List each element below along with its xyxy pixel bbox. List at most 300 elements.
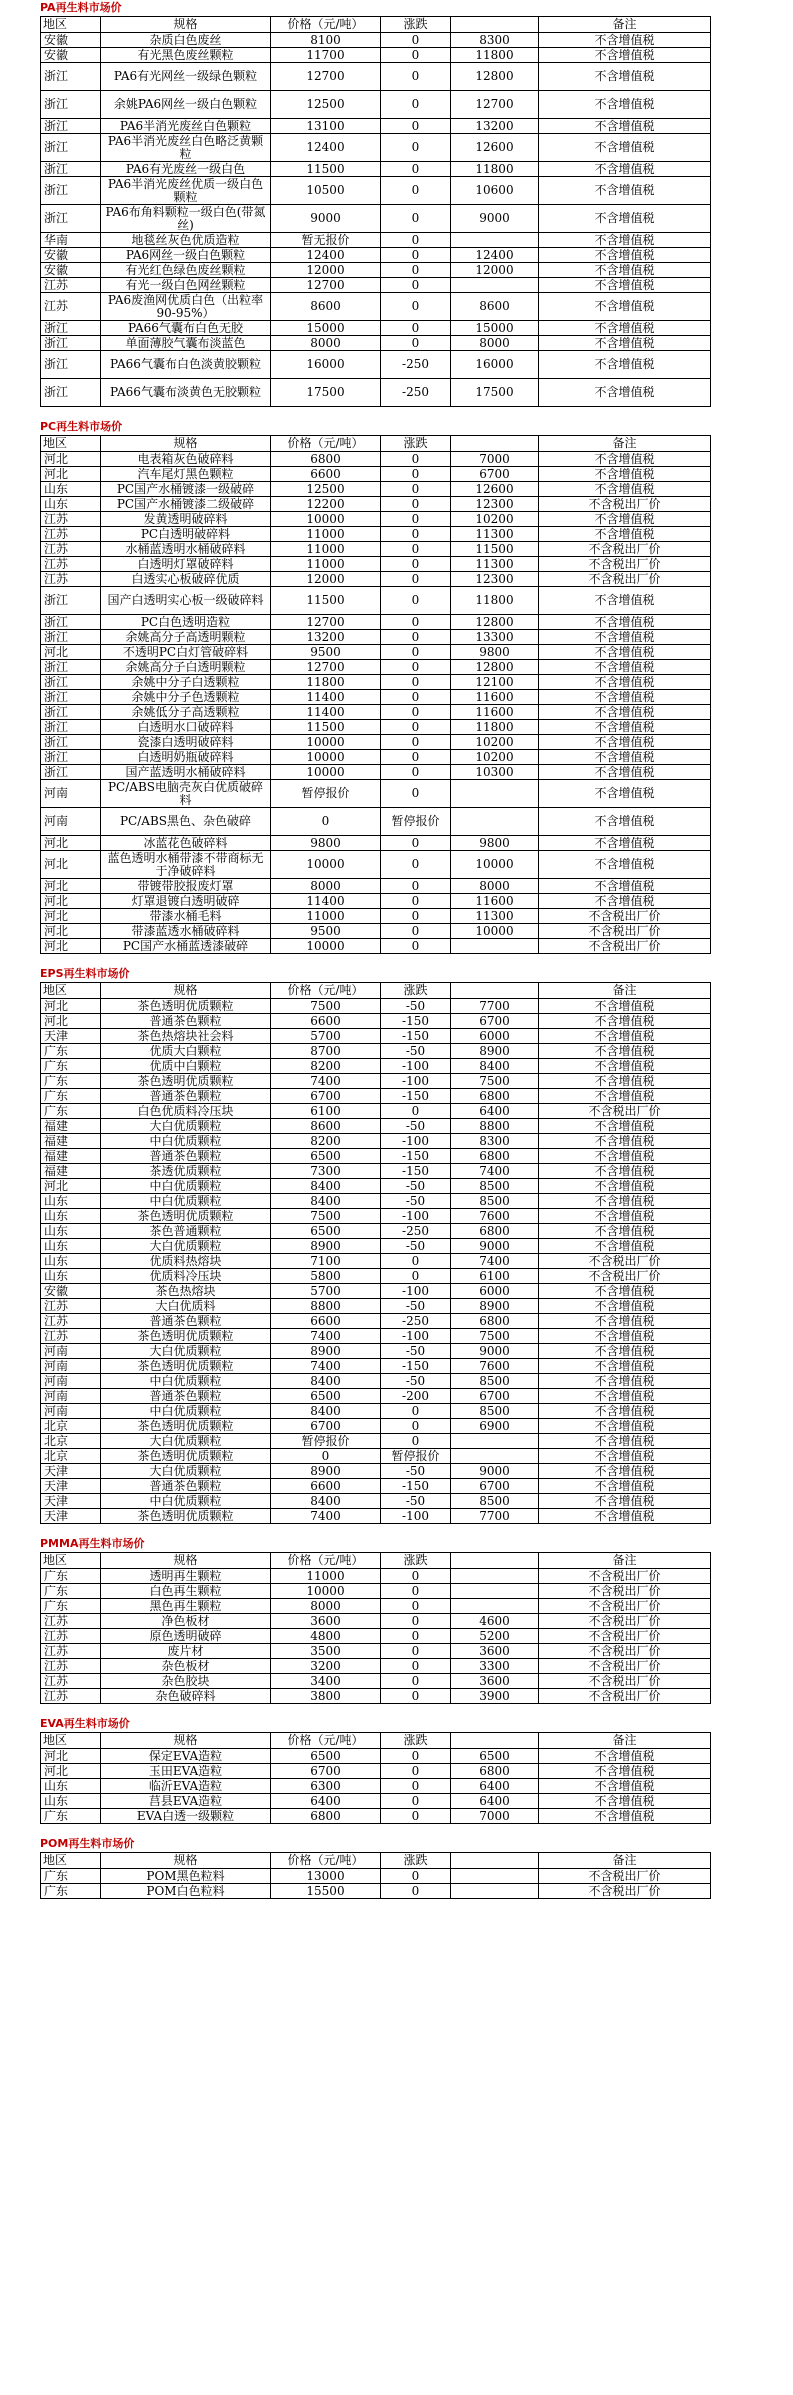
price-cell: 7400 (271, 1359, 381, 1374)
price-high-cell: 3300 (451, 1659, 539, 1674)
price-high-cell: 6800 (451, 1149, 539, 1164)
price-high-cell: 6100 (451, 1269, 539, 1284)
price-cell: 8000 (271, 1599, 381, 1614)
section-gap (40, 1524, 710, 1536)
note-cell: 不含增值税 (539, 720, 711, 735)
price-cell: 13200 (271, 630, 381, 645)
table-row (41, 999, 711, 1014)
spec-cell: 白透实心板破碎优质 (101, 572, 271, 587)
spec-cell: 净色板材 (101, 1614, 271, 1629)
region-cell: 江苏 (41, 1329, 101, 1344)
spec-cell: PA6半消光废丝白色颗粒 (101, 119, 271, 134)
price-cell: 8100 (271, 33, 381, 48)
table-row (41, 1749, 711, 1764)
note-cell: 不含增值税 (539, 1209, 711, 1224)
price-high-cell: 8500 (451, 1404, 539, 1419)
region-cell: 天津 (41, 1494, 101, 1509)
change-cell: -50 (381, 1179, 451, 1194)
region-cell: 浙江 (41, 765, 101, 780)
note-cell: 不含增值税 (539, 527, 711, 542)
note-cell: 不含增值税 (539, 765, 711, 780)
spec-cell: 冰蓝花色破碎料 (101, 836, 271, 851)
region-cell: 浙江 (41, 630, 101, 645)
region-cell: 河北 (41, 909, 101, 924)
price-high-cell: 6800 (451, 1224, 539, 1239)
table-row (41, 909, 711, 924)
table-row (41, 248, 711, 263)
table-row (41, 1584, 711, 1599)
change-cell: -100 (381, 1074, 451, 1089)
column-header: 涨跌 (381, 1853, 451, 1869)
price-cell: 12400 (271, 248, 381, 263)
spec-cell: 优质料热熔块 (101, 1254, 271, 1269)
price-high-cell: 11500 (451, 542, 539, 557)
change-cell: -150 (381, 1359, 451, 1374)
spec-cell: 普通茶色颗粒 (101, 1314, 271, 1329)
table-row (41, 233, 711, 248)
spec-cell: 茶色透明优质颗粒 (101, 1329, 271, 1344)
region-cell: 浙江 (41, 705, 101, 720)
spec-cell: 汽车尾灯黑色颗粒 (101, 467, 271, 482)
note-cell: 不含增值税 (539, 1179, 711, 1194)
note-cell: 不含增值税 (539, 1194, 711, 1209)
column-header: 涨跌 (381, 17, 451, 33)
table-row (41, 452, 711, 467)
price-cell: 9000 (271, 205, 381, 233)
note-cell: 不含税出厂价 (539, 1689, 711, 1704)
table-row (41, 467, 711, 482)
note-cell: 不含增值税 (539, 293, 711, 321)
price-high-cell: 11800 (451, 720, 539, 735)
change-cell: -50 (381, 1494, 451, 1509)
change-cell: 0 (381, 63, 451, 91)
change-cell: 0 (381, 1809, 451, 1824)
note-cell: 不含增值税 (539, 630, 711, 645)
spec-cell: POM黑色粒料 (101, 1869, 271, 1884)
column-header: 涨跌 (381, 436, 451, 452)
region-cell: 江苏 (41, 572, 101, 587)
column-header: 规格 (101, 17, 271, 33)
price-cell: 11000 (271, 909, 381, 924)
price-high-cell (451, 278, 539, 293)
region-cell: 广东 (41, 1584, 101, 1599)
spec-cell: 余姚高分子白透明颗粒 (101, 660, 271, 675)
region-cell: 天津 (41, 1464, 101, 1479)
price-cell: 8900 (271, 1239, 381, 1254)
region-cell: 江苏 (41, 1614, 101, 1629)
price-cell: 11000 (271, 1569, 381, 1584)
section-title: EVA再生料市场价 (40, 1717, 130, 1730)
change-cell: 0 (381, 836, 451, 851)
note-cell: 不含增值税 (539, 351, 711, 379)
column-header: 规格 (101, 983, 271, 999)
note-cell: 不含增值税 (539, 1134, 711, 1149)
region-cell: 广东 (41, 1089, 101, 1104)
column-header: 地区 (41, 17, 101, 33)
spec-cell: PC白透明破碎料 (101, 527, 271, 542)
region-cell: 江苏 (41, 512, 101, 527)
spec-cell: 带漆水桶毛料 (101, 909, 271, 924)
region-cell: 河北 (41, 939, 101, 954)
change-cell: 0 (381, 572, 451, 587)
spec-cell: 茶色透明优质颗粒 (101, 999, 271, 1014)
note-cell: 不含增值税 (539, 379, 711, 407)
note-cell: 不含增值税 (539, 205, 711, 233)
region-cell: 福建 (41, 1164, 101, 1179)
price-cell: 11500 (271, 720, 381, 735)
note-cell: 不含税出厂价 (539, 1104, 711, 1119)
price-high-cell: 3900 (451, 1689, 539, 1704)
price-high-cell: 11300 (451, 557, 539, 572)
change-cell: 0 (381, 1254, 451, 1269)
table-row (41, 1629, 711, 1644)
region-cell: 河南 (41, 808, 101, 836)
price-cell: 11500 (271, 162, 381, 177)
note-cell: 不含增值税 (539, 1149, 711, 1164)
note-cell: 不含税出厂价 (539, 939, 711, 954)
note-cell: 不含增值税 (539, 1074, 711, 1089)
region-cell: 山东 (41, 1779, 101, 1794)
note-cell: 不含增值税 (539, 452, 711, 467)
region-cell: 浙江 (41, 720, 101, 735)
change-cell: 0 (381, 177, 451, 205)
change-cell: -150 (381, 1029, 451, 1044)
note-cell: 不含增值税 (539, 851, 711, 879)
price-cell: 6400 (271, 1794, 381, 1809)
price-high-cell: 11800 (451, 587, 539, 615)
change-cell: -100 (381, 1329, 451, 1344)
column-header (451, 1553, 539, 1569)
price-high-cell: 8000 (451, 336, 539, 351)
change-cell: 0 (381, 780, 451, 808)
note-cell: 不含增值税 (539, 675, 711, 690)
price-high-cell: 11800 (451, 48, 539, 63)
price-high-cell: 6800 (451, 1314, 539, 1329)
table-row (41, 1239, 711, 1254)
note-cell: 不含增值税 (539, 1479, 711, 1494)
table-row (41, 1404, 711, 1419)
region-cell: 浙江 (41, 351, 101, 379)
section-title: POM再生料市场价 (40, 1837, 135, 1850)
price-high-cell: 9000 (451, 205, 539, 233)
price-table (40, 1552, 711, 1704)
price-high-cell: 12300 (451, 572, 539, 587)
table-row (41, 134, 711, 162)
change-cell: 0 (381, 263, 451, 278)
price-high-cell: 8900 (451, 1044, 539, 1059)
column-header: 备注 (539, 436, 711, 452)
note-cell: 不含增值税 (539, 660, 711, 675)
change-cell: -50 (381, 999, 451, 1014)
change-cell: 0 (381, 1269, 451, 1284)
note-cell: 不含税出厂价 (539, 1599, 711, 1614)
table-row (41, 1569, 711, 1584)
note-cell: 不含增值税 (539, 1119, 711, 1134)
note-cell: 不含增值税 (539, 1299, 711, 1314)
price-cell: 10000 (271, 1584, 381, 1599)
price-high-cell: 8300 (451, 1134, 539, 1149)
price-high-cell: 6700 (451, 1479, 539, 1494)
table-row (41, 1074, 711, 1089)
price-cell: 13000 (271, 1869, 381, 1884)
note-cell: 不含税出厂价 (539, 1629, 711, 1644)
price-cell: 8600 (271, 1119, 381, 1134)
note-cell: 不含增值税 (539, 177, 711, 205)
note-cell: 不含增值税 (539, 336, 711, 351)
price-high-cell: 12800 (451, 660, 539, 675)
column-header (451, 1853, 539, 1869)
change-cell: -50 (381, 1119, 451, 1134)
region-cell: 河北 (41, 1179, 101, 1194)
price-cell: 5800 (271, 1269, 381, 1284)
note-cell: 不含增值税 (539, 1509, 711, 1524)
region-cell: 河北 (41, 879, 101, 894)
spec-cell: 余姚低分子高透颗粒 (101, 705, 271, 720)
table-row (41, 63, 711, 91)
spec-cell: 玉田EVA造粒 (101, 1764, 271, 1779)
note-cell: 不含增值税 (539, 1344, 711, 1359)
price-high-cell (451, 233, 539, 248)
price-cell: 11400 (271, 705, 381, 720)
column-header: 地区 (41, 1553, 101, 1569)
change-cell: 0 (381, 233, 451, 248)
spec-cell: 普通茶色颗粒 (101, 1149, 271, 1164)
spec-cell: 茶色透明优质颗粒 (101, 1419, 271, 1434)
change-cell: -50 (381, 1464, 451, 1479)
spec-cell: 茶色透明优质颗粒 (101, 1209, 271, 1224)
region-cell: 河南 (41, 1374, 101, 1389)
region-cell: 广东 (41, 1104, 101, 1119)
table-row (41, 497, 711, 512)
spec-cell: 不透明PC白灯管破碎料 (101, 645, 271, 660)
change-cell: 0 (381, 879, 451, 894)
column-header: 价格（元/吨） (271, 1853, 381, 1869)
change-cell: 0 (381, 1794, 451, 1809)
spec-cell: 茶色透明优质颗粒 (101, 1449, 271, 1464)
change-cell: -250 (381, 351, 451, 379)
price-cell: 7300 (271, 1164, 381, 1179)
change-cell: 0 (381, 293, 451, 321)
region-cell: 河北 (41, 1764, 101, 1779)
note-cell: 不含增值税 (539, 1014, 711, 1029)
note-cell: 不含增值税 (539, 879, 711, 894)
price-cell: 7400 (271, 1329, 381, 1344)
price-cell: 16000 (271, 351, 381, 379)
note-cell: 不含增值税 (539, 33, 711, 48)
price-cell: 4800 (271, 1629, 381, 1644)
table-row (41, 1284, 711, 1299)
change-cell: 0 (381, 162, 451, 177)
region-cell: 山东 (41, 1254, 101, 1269)
region-cell: 浙江 (41, 134, 101, 162)
region-cell: 浙江 (41, 177, 101, 205)
note-cell: 不含增值税 (539, 587, 711, 615)
table-row (41, 1389, 711, 1404)
price-high-cell: 7500 (451, 1329, 539, 1344)
note-cell: 不含增值税 (539, 91, 711, 119)
note-cell: 不含增值税 (539, 1449, 711, 1464)
change-cell: 0 (381, 527, 451, 542)
note-cell: 不含税出厂价 (539, 497, 711, 512)
price-high-cell: 8400 (451, 1059, 539, 1074)
column-header: 价格（元/吨） (271, 1553, 381, 1569)
region-cell: 广东 (41, 1074, 101, 1089)
spec-cell: PA6布角料颗粒一级白色(带氮丝) (101, 205, 271, 233)
note-cell: 不含增值税 (539, 1434, 711, 1449)
note-cell: 不含增值税 (539, 278, 711, 293)
table-row (41, 1164, 711, 1179)
change-cell: 0 (381, 765, 451, 780)
price-cell: 12400 (271, 134, 381, 162)
price-high-cell: 11300 (451, 527, 539, 542)
region-cell: 江苏 (41, 293, 101, 321)
region-cell: 江苏 (41, 1629, 101, 1644)
table-header-row (41, 17, 711, 33)
region-cell: 河北 (41, 851, 101, 879)
price-cell: 6500 (271, 1389, 381, 1404)
region-cell: 北京 (41, 1449, 101, 1464)
section-title: PC再生料市场价 (40, 420, 123, 433)
spec-cell: 白透明灯罩破碎料 (101, 557, 271, 572)
table-row (41, 1644, 711, 1659)
region-cell: 浙江 (41, 63, 101, 91)
region-cell: 浙江 (41, 690, 101, 705)
change-cell: 0 (381, 33, 451, 48)
table-row (41, 1659, 711, 1674)
change-cell: -100 (381, 1284, 451, 1299)
change-cell: 0 (381, 1629, 451, 1644)
spec-cell: PA6废渔网优质白色（出粒率90-95%） (101, 293, 271, 321)
price-high-cell: 8000 (451, 879, 539, 894)
price-high-cell: 6800 (451, 1089, 539, 1104)
region-cell: 浙江 (41, 91, 101, 119)
spec-cell: 大白优质颗粒 (101, 1239, 271, 1254)
price-high-cell: 7000 (451, 1809, 539, 1824)
price-high-cell: 5200 (451, 1629, 539, 1644)
note-cell: 不含增值税 (539, 645, 711, 660)
region-cell: 河北 (41, 1014, 101, 1029)
region-cell: 河北 (41, 452, 101, 467)
note-cell: 不含税出厂价 (539, 1569, 711, 1584)
note-cell: 不含增值税 (539, 119, 711, 134)
note-cell: 不含税出厂价 (539, 1884, 711, 1899)
price-high-cell (451, 1869, 539, 1884)
note-cell: 不含增值税 (539, 1794, 711, 1809)
price-high-cell: 9800 (451, 836, 539, 851)
note-cell: 不含税出厂价 (539, 924, 711, 939)
price-high-cell: 16000 (451, 351, 539, 379)
change-cell: 0 (381, 1569, 451, 1584)
region-cell: 安徽 (41, 33, 101, 48)
change-cell: 0 (381, 557, 451, 572)
table-row (41, 1374, 711, 1389)
column-header (451, 1733, 539, 1749)
market-section (40, 1716, 710, 1824)
price-cell: 3500 (271, 1644, 381, 1659)
market-section (40, 1536, 710, 1704)
change-cell: 0 (381, 645, 451, 660)
note-cell: 不含增值税 (539, 248, 711, 263)
change-cell: 0 (381, 1614, 451, 1629)
region-cell: 江苏 (41, 557, 101, 572)
price-cell: 8200 (271, 1134, 381, 1149)
table-row (41, 1419, 711, 1434)
price-cell: 12700 (271, 278, 381, 293)
market-section (40, 966, 710, 1524)
table-row (41, 1614, 711, 1629)
price-high-cell: 7500 (451, 1074, 539, 1089)
region-cell: 浙江 (41, 336, 101, 351)
price-cell: 12500 (271, 482, 381, 497)
table-header-row (41, 1553, 711, 1569)
change-cell: 0 (381, 248, 451, 263)
note-cell: 不含增值税 (539, 1809, 711, 1824)
spec-cell: 单面薄胶气囊布淡蓝色 (101, 336, 271, 351)
change-cell: -100 (381, 1059, 451, 1074)
region-cell: 山东 (41, 1794, 101, 1809)
table-row (41, 1344, 711, 1359)
table-row (41, 1494, 711, 1509)
note-cell: 不含增值税 (539, 1764, 711, 1779)
note-cell: 不含增值税 (539, 467, 711, 482)
price-high-cell: 8600 (451, 293, 539, 321)
spec-cell: 中白优质颗粒 (101, 1374, 271, 1389)
region-cell: 浙江 (41, 162, 101, 177)
table-row (41, 1434, 711, 1449)
spec-cell: EVA白透一级颗粒 (101, 1809, 271, 1824)
table-row (41, 1794, 711, 1809)
price-cell: 17500 (271, 379, 381, 407)
spec-cell: 大白优质颗粒 (101, 1119, 271, 1134)
price-cell: 6300 (271, 1779, 381, 1794)
note-cell: 不含税出厂价 (539, 1674, 711, 1689)
note-cell: 不含税出厂价 (539, 542, 711, 557)
spec-cell: PC/ABS黑色、杂色破碎 (101, 808, 271, 836)
price-high-cell (451, 939, 539, 954)
spec-cell: 余姚高分子高透明颗粒 (101, 630, 271, 645)
price-cell: 11700 (271, 48, 381, 63)
price-cell: 10000 (271, 735, 381, 750)
spec-cell: PC国产水桶镀漆二级破碎 (101, 497, 271, 512)
price-cell: 6500 (271, 1149, 381, 1164)
change-cell: 0 (381, 1434, 451, 1449)
change-cell: 0 (381, 119, 451, 134)
change-cell: -150 (381, 1014, 451, 1029)
spec-cell: 余姚中分子白透颗粒 (101, 675, 271, 690)
price-cell: 8000 (271, 336, 381, 351)
price-high-cell: 6400 (451, 1794, 539, 1809)
region-cell: 江苏 (41, 1659, 101, 1674)
section-gap (40, 1824, 710, 1836)
price-high-cell: 6800 (451, 1764, 539, 1779)
change-cell: 0 (381, 1764, 451, 1779)
table-row (41, 1509, 711, 1524)
price-high-cell (451, 1884, 539, 1899)
region-cell: 广东 (41, 1044, 101, 1059)
spec-cell: 茶透优质颗粒 (101, 1164, 271, 1179)
note-cell: 不含增值税 (539, 808, 711, 836)
change-cell: 0 (381, 1659, 451, 1674)
change-cell: 0 (381, 278, 451, 293)
price-cell: 8900 (271, 1344, 381, 1359)
note-cell: 不含增值税 (539, 1329, 711, 1344)
note-cell: 不含税出厂价 (539, 909, 711, 924)
change-cell: 0 (381, 497, 451, 512)
region-cell: 安徽 (41, 263, 101, 278)
price-high-cell: 10000 (451, 851, 539, 879)
note-cell: 不含增值税 (539, 263, 711, 278)
change-cell: 0 (381, 924, 451, 939)
